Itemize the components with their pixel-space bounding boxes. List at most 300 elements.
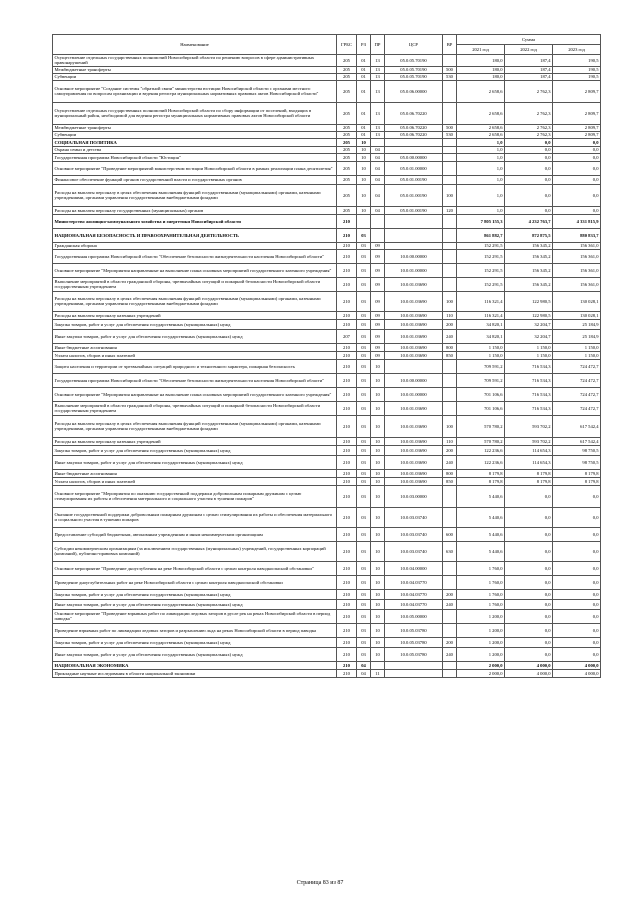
cell-grbs: 210 (337, 249, 357, 263)
table-row (53, 242, 601, 249)
cell-pr: 13 (371, 102, 385, 124)
table-row (53, 329, 601, 343)
cell-rz: 03 (357, 249, 371, 263)
cell-2022: 716 534,3 (505, 373, 553, 387)
cell-csr: 10.0.01.03690 (385, 343, 443, 351)
cell-2021: 2 658,6 (457, 102, 505, 124)
cell-name: Межбюджетные трансферты (53, 124, 337, 131)
cell-csr: 05.0.01.00190 (385, 175, 443, 184)
cell-grbs: 205 (337, 55, 357, 67)
cell-csr: 10.0.00.00000 (385, 249, 443, 263)
cell-vr: 630 (443, 541, 457, 561)
cell-pr: 13 (371, 55, 385, 67)
cell-pr: 10 (371, 359, 385, 373)
cell-2021: 122 236,6 (457, 455, 505, 469)
cell-2021: 1 200,0 (457, 609, 505, 623)
cell-grbs: 210 (337, 609, 357, 623)
cell-2022: 8 179,8 (505, 469, 553, 477)
cell-vr: 100 (443, 291, 457, 311)
cell-2021: 2 000,0 (457, 661, 505, 669)
cell-grbs: 210 (337, 623, 357, 637)
cell-rz: 10 (357, 153, 371, 161)
cell-rz: 01 (357, 66, 371, 73)
cell-2021: 7 805 155,3 (457, 214, 505, 228)
cell-pr (371, 228, 385, 242)
cell-2022: 0,0 (505, 637, 553, 647)
cell-rz: 03 (357, 437, 371, 445)
cell-2023: 724 472,7 (553, 387, 601, 401)
cell-name: Основное мероприятие "Мероприятия по оказанию государственной поддержки добровольным пожарным дружинам с целью стимулирования их работы и обеспечения материального и социального участия в тушении пожаров" (53, 485, 337, 507)
cell-pr: 09 (371, 249, 385, 263)
cell-vr: 850 (443, 477, 457, 485)
cell-name: Финансовое обеспечение функций органов государственной власти и государственных органов (53, 175, 337, 184)
cell-2023: 0,0 (553, 647, 601, 661)
cell-name: Субвенции (53, 73, 337, 80)
cell-2023: 724 472,7 (553, 401, 601, 415)
table-row (53, 175, 601, 184)
cell-pr: 09 (371, 343, 385, 351)
cell-csr: 05.0.00.00000 (385, 153, 443, 161)
cell-2023: 98 750,5 (553, 455, 601, 469)
table-row (53, 359, 601, 373)
cell-2021: 1 150,0 (457, 343, 505, 351)
cell-pr: 09 (371, 351, 385, 359)
cell-2022: 4 000,0 (505, 661, 553, 669)
cell-rz: 01 (357, 131, 371, 138)
cell-2021: 1,0 (457, 161, 505, 175)
table-row (53, 228, 601, 242)
cell-csr: 10.0.03.03740 (385, 507, 443, 527)
cell-2023: 0,0 (553, 184, 601, 206)
cell-pr: 10 (371, 387, 385, 401)
cell-rz: 10 (357, 138, 371, 146)
cell-vr: 800 (443, 469, 457, 477)
cell-pr: 13 (371, 80, 385, 102)
header-year-2023: 2023 год (553, 45, 601, 55)
cell-name: Основное мероприятие "Проведение мероприятий министерством юстиции Новосибирской области в рамках реализации плана десятилетия" (53, 161, 337, 175)
cell-2023: 2 809,7 (553, 131, 601, 138)
cell-grbs: 210 (337, 469, 357, 477)
cell-2023: 0,0 (553, 175, 601, 184)
cell-2022: 187,4 (505, 73, 553, 80)
cell-vr (443, 146, 457, 153)
cell-2023: 156 361,0 (553, 263, 601, 277)
cell-vr (443, 161, 457, 175)
cell-pr: 11 (371, 669, 385, 677)
cell-rz: 01 (357, 55, 371, 67)
cell-rz: 01 (357, 124, 371, 131)
cell-2022: 2 762,3 (505, 131, 553, 138)
cell-2021: 1,0 (457, 184, 505, 206)
cell-2023: 724 472,7 (553, 373, 601, 387)
cell-rz: 10 (357, 146, 371, 153)
cell-2022: 716 534,3 (505, 401, 553, 415)
cell-2023: 2 809,7 (553, 102, 601, 124)
cell-vr (443, 175, 457, 184)
cell-csr: 05.0.01.00000 (385, 161, 443, 175)
cell-csr: 10.0.03.03740 (385, 541, 443, 561)
cell-grbs: 210 (337, 319, 357, 329)
cell-pr: 10 (371, 507, 385, 527)
cell-2022: 0,0 (505, 507, 553, 527)
cell-grbs: 210 (337, 637, 357, 647)
table-row (53, 319, 601, 329)
cell-pr: 10 (371, 609, 385, 623)
cell-vr: 240 (443, 329, 457, 343)
cell-rz: 01 (357, 102, 371, 124)
cell-csr: 10.0.04.03770 (385, 589, 443, 599)
cell-rz: 03 (357, 507, 371, 527)
cell-name: Государственная программа Новосибирской области "Обеспечение безопасности жизнедеятельности населения Новосибирской области" (53, 373, 337, 387)
cell-rz: 03 (357, 609, 371, 623)
cell-vr: 110 (443, 311, 457, 319)
cell-2022: 0,0 (505, 599, 553, 609)
cell-2021: 709 591,2 (457, 359, 505, 373)
cell-grbs: 210 (337, 455, 357, 469)
cell-vr: 800 (443, 343, 457, 351)
cell-rz: 03 (357, 477, 371, 485)
cell-grbs: 210 (337, 541, 357, 561)
cell-csr: 10.0.05.03780 (385, 623, 443, 637)
cell-pr: 04 (371, 153, 385, 161)
cell-2021: 1,0 (457, 138, 505, 146)
cell-2021: 570 780,2 (457, 437, 505, 445)
cell-grbs: 205 (337, 161, 357, 175)
cell-rz: 03 (357, 263, 371, 277)
cell-2022: 0,0 (505, 561, 553, 575)
cell-csr (385, 242, 443, 249)
cell-rz: 03 (357, 455, 371, 469)
cell-pr: 10 (371, 445, 385, 455)
cell-csr: 10.0.01.03690 (385, 401, 443, 415)
cell-2023: 0,0 (553, 527, 601, 541)
cell-2021: 116 321,4 (457, 311, 505, 319)
cell-csr (385, 138, 443, 146)
cell-2022: 0,0 (505, 647, 553, 661)
cell-pr: 10 (371, 401, 385, 415)
cell-vr: 500 (443, 66, 457, 73)
table-row (53, 311, 601, 319)
cell-pr: 09 (371, 242, 385, 249)
cell-2022: 0,0 (505, 138, 553, 146)
header-rz: РЗ (357, 35, 371, 55)
table-row (53, 455, 601, 469)
cell-rz: 03 (357, 561, 371, 575)
cell-2023: 0,0 (553, 589, 601, 599)
cell-2021: 122 236,6 (457, 445, 505, 455)
table-row (53, 527, 601, 541)
cell-csr: 05.0.01.00190 (385, 206, 443, 214)
cell-csr: 10.0.01.03690 (385, 477, 443, 485)
cell-2021: 152 291,5 (457, 242, 505, 249)
cell-vr: 200 (443, 445, 457, 455)
table-header (53, 35, 601, 55)
cell-2023: 0,0 (553, 161, 601, 175)
cell-2022: 0,0 (505, 541, 553, 561)
cell-csr: 10.0.03.03740 (385, 527, 443, 541)
cell-rz: 01 (357, 73, 371, 80)
cell-2022: 4 000,0 (505, 669, 553, 677)
cell-csr: 10.0.03.00000 (385, 485, 443, 507)
table-row (53, 161, 601, 175)
cell-rz: 01 (357, 80, 371, 102)
cell-2022: 593 702,2 (505, 437, 553, 445)
cell-grbs: 210 (337, 561, 357, 575)
cell-csr: 05.0.06.70220 (385, 102, 443, 124)
cell-pr: 09 (371, 329, 385, 343)
cell-2023: 8 179,8 (553, 477, 601, 485)
cell-rz (357, 214, 371, 228)
cell-rz: 03 (357, 373, 371, 387)
table-row (53, 469, 601, 477)
cell-rz: 03 (357, 415, 371, 437)
cell-2021: 180,0 (457, 73, 505, 80)
cell-2021: 1 760,0 (457, 599, 505, 609)
cell-csr: 05.0.05.70190 (385, 73, 443, 80)
cell-pr: 13 (371, 124, 385, 131)
cell-vr (443, 373, 457, 387)
table-row (53, 437, 601, 445)
table-row (53, 507, 601, 527)
cell-2022: 2 762,3 (505, 80, 553, 102)
cell-name: Расходы на выплаты персоналу государственных (муниципальных) органов (53, 206, 337, 214)
cell-csr: 10.0.04.03770 (385, 599, 443, 609)
cell-rz: 03 (357, 527, 371, 541)
cell-name: Прикладные научные исследования в области национальной экономики (53, 669, 337, 677)
cell-name: Основное мероприятие "Проведение взрывных работ по ликвидации ледовых заторов в русле рек на реках Новосибирской области в период паводка" (53, 609, 337, 623)
cell-csr: 05.0.06.70220 (385, 124, 443, 131)
budget-table-sheet (52, 34, 600, 678)
cell-pr: 10 (371, 373, 385, 387)
table-row (53, 343, 601, 351)
cell-name: Охрана семьи и детства (53, 146, 337, 153)
cell-name: Основное мероприятие "Проведение дноуглубления на реке Новосибирской области с целью контроля паводкоопасной обстановки" (53, 561, 337, 575)
table-row (53, 263, 601, 277)
cell-2021: 1,0 (457, 175, 505, 184)
cell-2021: 5 440,6 (457, 485, 505, 507)
cell-vr: 530 (443, 73, 457, 80)
cell-2021: 701 106,6 (457, 387, 505, 401)
cell-2021: 180,0 (457, 66, 505, 73)
cell-pr: 10 (371, 637, 385, 647)
cell-vr (443, 277, 457, 291)
cell-2022: 0,0 (505, 575, 553, 589)
cell-2022: 716 534,3 (505, 359, 553, 373)
cell-2021: 861 882,7 (457, 228, 505, 242)
table-row (53, 373, 601, 387)
cell-csr: 10.0.01.03690 (385, 291, 443, 311)
cell-pr: 04 (371, 184, 385, 206)
cell-vr (443, 609, 457, 623)
cell-rz: 03 (357, 319, 371, 329)
cell-grbs: 210 (337, 589, 357, 599)
cell-rz: 03 (357, 623, 371, 637)
cell-2023: 8 179,8 (553, 469, 601, 477)
table-row (53, 277, 601, 291)
cell-name: Иные бюджетные ассигнования (53, 469, 337, 477)
cell-csr: 10.0.01.03690 (385, 329, 443, 343)
cell-2022: 114 654,3 (505, 455, 553, 469)
cell-csr (385, 228, 443, 242)
cell-pr: 10 (371, 415, 385, 437)
cell-grbs: 210 (337, 387, 357, 401)
table-row (53, 206, 601, 214)
cell-name: Основное мероприятие "Создание системы "обратной связи" министерства юстиции Новосибирской области с органами местного самоуправления по вопросам организации и ведения регистра муниципальных нормативных правовых актов Новосибирской области" (53, 80, 337, 102)
cell-2021: 1 760,0 (457, 589, 505, 599)
cell-2021: 34 820,1 (457, 319, 505, 329)
cell-pr: 10 (371, 589, 385, 599)
cell-name: СОЦИАЛЬНАЯ ПОЛИТИКА (53, 138, 337, 146)
cell-grbs: 210 (337, 575, 357, 589)
cell-2022: 122 980,5 (505, 291, 553, 311)
cell-rz: 03 (357, 401, 371, 415)
cell-2023: 0,0 (553, 138, 601, 146)
cell-2021: 701 106,6 (457, 401, 505, 415)
cell-rz: 04 (357, 669, 371, 677)
cell-rz: 03 (357, 647, 371, 661)
cell-2022: 0,0 (505, 184, 553, 206)
cell-rz: 03 (357, 277, 371, 291)
cell-grbs: 205 (337, 146, 357, 153)
cell-pr (371, 214, 385, 228)
cell-vr (443, 214, 457, 228)
cell-2023: 0,0 (553, 637, 601, 647)
cell-rz: 03 (357, 343, 371, 351)
header-vr: ВР (443, 35, 457, 55)
cell-2022: 187,4 (505, 55, 553, 67)
cell-pr: 10 (371, 561, 385, 575)
cell-vr: 120 (443, 206, 457, 214)
cell-name: Иные бюджетные ассигнования (53, 343, 337, 351)
cell-2023: 0,0 (553, 623, 601, 637)
cell-name: Выполнение мероприятий в области гражданской обороны, чрезвычайных ситуаций и пожарной безопасности Новосибирской области государственным учреждением (53, 277, 337, 291)
cell-pr: 13 (371, 73, 385, 80)
table-row (53, 291, 601, 311)
cell-pr: 10 (371, 437, 385, 445)
cell-rz: 03 (357, 387, 371, 401)
cell-name: Субсидии некоммерческим организациям (за исключением государственных (муниципальных) учреждений, государственных корпораций (компаний), публично-правовых компаний) (53, 541, 337, 561)
cell-grbs: 210 (337, 669, 357, 677)
cell-vr (443, 242, 457, 249)
cell-pr: 09 (371, 263, 385, 277)
cell-2023: 98 750,5 (553, 445, 601, 455)
table-row (53, 153, 601, 161)
cell-2023: 724 472,7 (553, 359, 601, 373)
cell-2022: 2 762,3 (505, 102, 553, 124)
cell-2022: 716 534,3 (505, 387, 553, 401)
cell-grbs: 210 (337, 507, 357, 527)
cell-2023: 4 000,0 (553, 661, 601, 669)
cell-2023: 156 361,0 (553, 249, 601, 263)
cell-2022: 2 762,3 (505, 124, 553, 131)
cell-pr: 10 (371, 455, 385, 469)
cell-csr: 10.0.01.03690 (385, 445, 443, 455)
cell-vr (443, 80, 457, 102)
cell-2023: 880 833,7 (553, 228, 601, 242)
cell-2022: 4 232 763,7 (505, 214, 553, 228)
cell-vr (443, 359, 457, 373)
cell-name: Защита населения и территории от чрезвычайных ситуаций природного и техногенного характера, пожарная безопасность (53, 359, 337, 373)
cell-name: Гражданская оборона (53, 242, 337, 249)
table-row (53, 351, 601, 359)
cell-name: Межбюджетные трансферты (53, 66, 337, 73)
cell-2021: 1 200,0 (457, 637, 505, 647)
cell-name: Расходы на выплаты персоналу в целях обеспечения выполнения функций государственными (муниципальными) органами, казенными учреждениями, органами управления государственными внебюджетными фондами (53, 291, 337, 311)
cell-csr: 05.0.06.70220 (385, 131, 443, 138)
cell-grbs: 205 (337, 153, 357, 161)
cell-rz: 03 (357, 291, 371, 311)
cell-name: Расходы на выплаты персоналу казенных учреждений (53, 437, 337, 445)
cell-2023: 0,0 (553, 561, 601, 575)
cell-csr: 10.0.01.03690 (385, 469, 443, 477)
cell-csr: 10.0.01.03690 (385, 351, 443, 359)
table-row (53, 477, 601, 485)
cell-csr: 10.0.01.03690 (385, 415, 443, 437)
table-row (53, 647, 601, 661)
cell-2021: 1 200,0 (457, 647, 505, 661)
cell-pr: 04 (371, 146, 385, 153)
cell-grbs: 210 (337, 599, 357, 609)
cell-2023: 156 361,0 (553, 242, 601, 249)
cell-pr: 10 (371, 527, 385, 541)
cell-2023: 0,0 (553, 206, 601, 214)
cell-name: Иные закупки товаров, работ и услуг для обеспечения государственных (муниципальных) нужд (53, 647, 337, 661)
cell-2023: 1 150,0 (553, 343, 601, 351)
cell-vr (443, 669, 457, 677)
cell-2022: 1 150,0 (505, 343, 553, 351)
cell-name: Проведение дноуглубительных работ на реке Новосибирской области с целью контроля паводкоопасной обстановки (53, 575, 337, 589)
cell-name: Субвенции (53, 131, 337, 138)
cell-name: Проведение взрывных работ по ликвидации ледовых заторов и разрыхлению льда на реках Новосибирской области в период паводка (53, 623, 337, 637)
cell-rz: 10 (357, 161, 371, 175)
cell-csr (385, 146, 443, 153)
cell-grbs: 210 (337, 291, 357, 311)
cell-vr (443, 138, 457, 146)
cell-vr (443, 102, 457, 124)
cell-2023: 1 150,0 (553, 351, 601, 359)
cell-2023: 0,0 (553, 153, 601, 161)
cell-2021: 5 440,6 (457, 507, 505, 527)
cell-vr: 850 (443, 351, 457, 359)
cell-csr: 10.0.01.03690 (385, 319, 443, 329)
cell-name: Иные закупки товаров, работ и услуг для обеспечения государственных (муниципальных) нужд (53, 329, 337, 343)
cell-rz: 03 (357, 485, 371, 507)
cell-2022: 156 345,2 (505, 242, 553, 249)
cell-name: Закупка товаров, работ и услуг для обеспечения государственных (муниципальных) нужд (53, 637, 337, 647)
cell-name: Министерство жилищно-коммунального хозяйства и энергетики Новосибирской области (53, 214, 337, 228)
cell-csr: 10.0.01.00000 (385, 263, 443, 277)
cell-grbs: 210 (337, 359, 357, 373)
cell-csr: 10.0.01.03690 (385, 311, 443, 319)
table-row (53, 485, 601, 507)
cell-grbs: 210 (337, 477, 357, 485)
cell-pr: 09 (371, 291, 385, 311)
cell-2023: 190,5 (553, 66, 601, 73)
cell-grbs: 210 (337, 263, 357, 277)
table-row (53, 669, 601, 677)
table-row (53, 609, 601, 623)
cell-2023: 4 000,0 (553, 669, 601, 677)
cell-csr (385, 661, 443, 669)
cell-rz: 10 (357, 184, 371, 206)
table-row (53, 73, 601, 80)
cell-2023: 0,0 (553, 485, 601, 507)
cell-vr: 110 (443, 437, 457, 445)
cell-grbs: 207 (337, 329, 357, 343)
cell-2022: 0,0 (505, 153, 553, 161)
cell-name: Государственная программа Новосибирской области "Юстиция" (53, 153, 337, 161)
cell-grbs: 210 (337, 647, 357, 661)
